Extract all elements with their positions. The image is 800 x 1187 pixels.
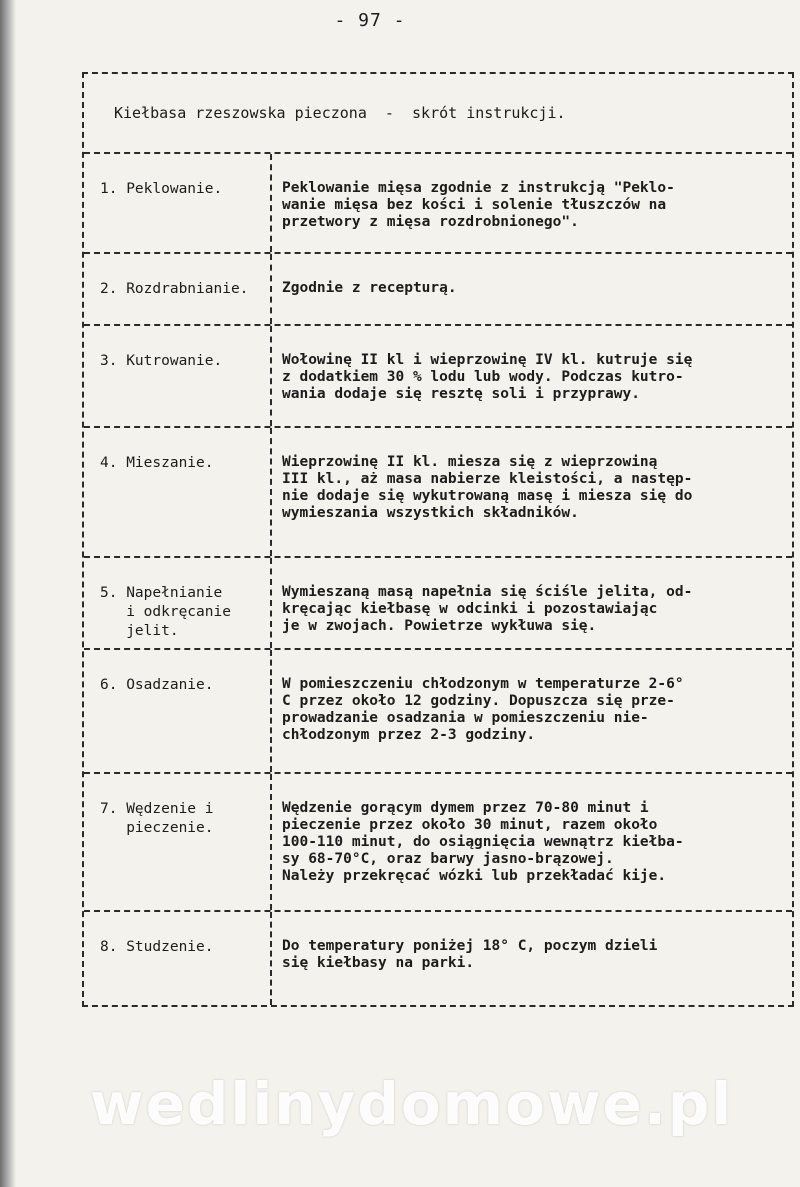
step-name: 2. Rozdrabnianie.	[100, 281, 249, 297]
page-number: - 97 -	[334, 10, 406, 31]
step-name-cell	[84, 154, 272, 252]
watermark-logo-text: wedlinydomowe.pl	[90, 1070, 734, 1138]
step-row-wedzenie	[84, 774, 792, 912]
step-row-studzenie	[84, 912, 792, 1005]
step-name: 6. Osadzanie.	[100, 677, 214, 693]
step-description: W pomieszczeniu chłodzonym w temperaturze 2-6° C przez około 12 godziny. Dopuszcza się prze- prowadzanie osadzania w pomieszczeniu nie- chłodzonym przez 2-3 godziny.	[282, 676, 684, 743]
step-description: Wędzenie gorącym dymem przez 70-80 minut i pieczenie przez około 30 minut, razem około 100-110 minut, do osiągnięcia wewnątrz kiełba- sy 68-70°C, oraz barwy jasno-brązowej. Należy przekręcać wózki lub przekładać kije.	[282, 800, 684, 884]
step-name-cell	[84, 254, 272, 324]
instruction-table	[82, 72, 794, 1007]
table-title-row	[84, 74, 792, 154]
step-row-peklowanie	[84, 154, 792, 254]
step-description: Peklowanie mięsa zgodnie z instrukcją "Peklo- wanie mięsa bez kości i solenie tłuszczów na przetwory z mięsa rozdrobnionego".	[282, 180, 675, 230]
step-description: Do temperatury poniżej 18° C, poczym dzieli się kiełbasy na parki.	[282, 938, 658, 971]
step-description: Zgodnie z recepturą.	[282, 280, 457, 296]
step-description: Wymieszaną masą napełnia się ściśle jelita, od- kręcając kiełbasę w odcinki i pozostawiając je w zwojach. Powietrze wykłuwa się.	[282, 584, 693, 634]
step-name: 5. Napełnianie i odkręcanie jelit.	[100, 585, 231, 639]
step-name-cell	[84, 326, 272, 426]
step-description: Wieprzowinę II kl. miesza się z wieprzowiną III kl., aż masa nabierze kleistości, a następ- nie dodaje się wykutrowaną masę i miesza się do wymieszania wszystkich składników.	[282, 454, 693, 521]
step-row-rozdrabnianie	[84, 254, 792, 326]
step-name: 7. Wędzenie i pieczenie.	[100, 801, 214, 836]
step-description: Wołowinę II kl i wieprzowinę IV kl. kutruje się z dodatkiem 30 % lodu lub wody. Podczas kutro- wania dodaje się resztę soli i przyprawy.	[282, 352, 693, 402]
step-row-kutrowanie	[84, 326, 792, 428]
step-name-cell	[84, 774, 272, 910]
document-title: Kiełbasa rzeszowska pieczona - skrót instrukcji.	[114, 104, 566, 122]
step-name-cell	[84, 558, 272, 648]
step-row-osadzanie	[84, 650, 792, 774]
step-name: 3. Kutrowanie.	[100, 353, 223, 369]
step-name-cell	[84, 912, 272, 1005]
page-binding-edge	[0, 0, 16, 1187]
step-row-napelnianie	[84, 558, 792, 650]
step-name: 4. Mieszanie.	[100, 455, 214, 471]
step-name: 1. Peklowanie.	[100, 181, 223, 197]
step-name-cell	[84, 428, 272, 556]
step-name-cell	[84, 650, 272, 772]
step-row-mieszanie	[84, 428, 792, 558]
step-name: 8. Studzenie.	[100, 939, 214, 955]
